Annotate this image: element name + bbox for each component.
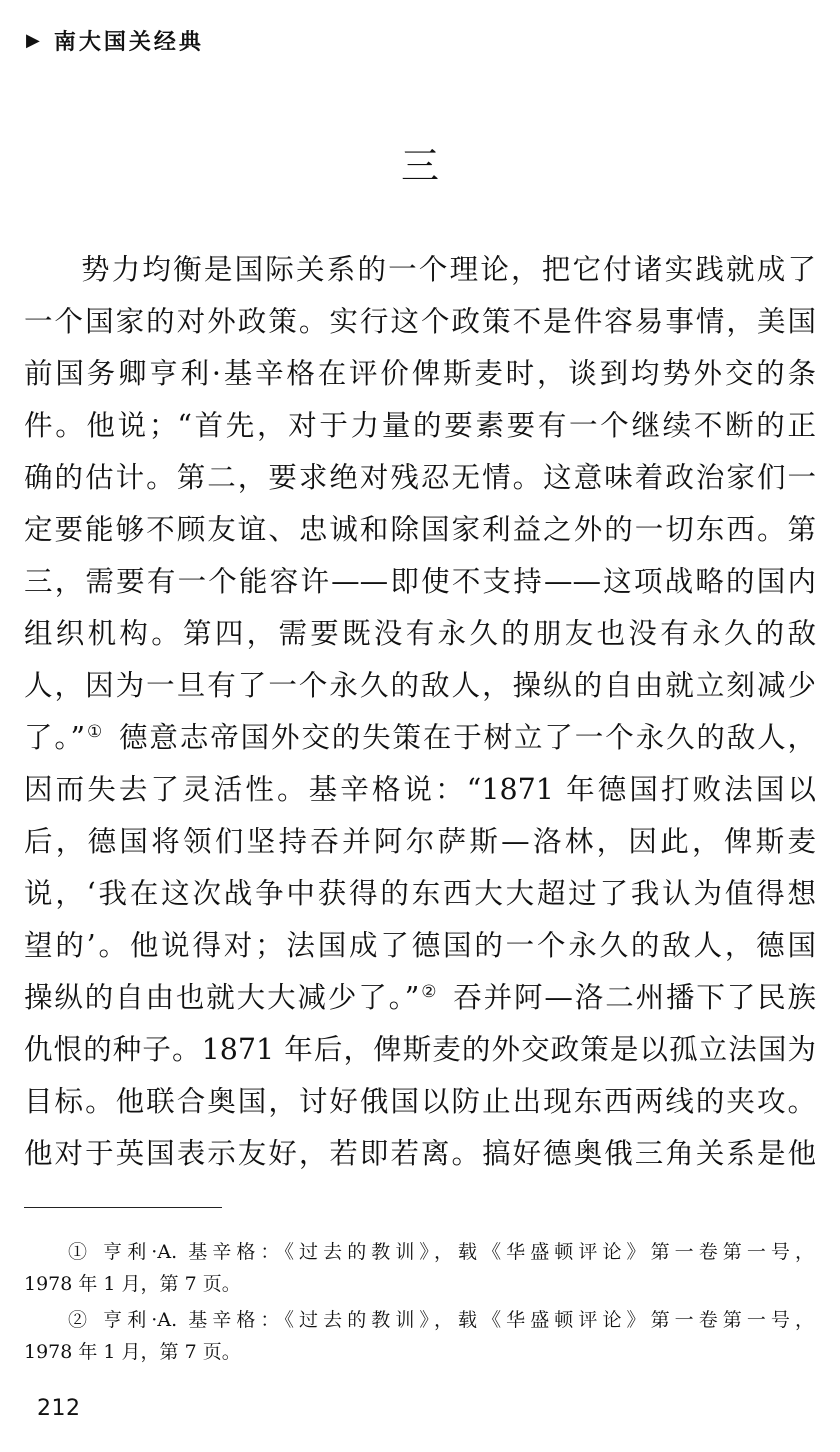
text-line: 后，德国将领们坚持吞并阿尔萨斯—洛林，因此，俾斯麦 xyxy=(24,825,816,858)
book-series-title: 南大国关经典 xyxy=(53,29,204,55)
page-number: 212 xyxy=(37,1396,81,1421)
text-line: 定要能够不顾友谊、忠诚和除国家利益之外的一切东西。第 xyxy=(24,513,816,546)
text-segment: 德意志帝国外交的失策在于树立了一个永久的敌人， xyxy=(108,721,816,754)
text-line-with-footnote-2 xyxy=(24,972,816,1024)
footnote-reference-2[interactable]: ② xyxy=(419,982,439,1002)
text-line: 仇恨的种子。1871 年后，俾斯麦的外交政策是以孤立法国为 xyxy=(24,1033,816,1066)
text-line: 人，因为一旦有了一个永久的敌人，操纵的自由就立刻减少 xyxy=(24,669,816,702)
text-line: 说，‘我在这次战争中获得的东西大大超过了我认为值得想 xyxy=(24,877,816,910)
text-line: 三，需要有一个能容许——即使不支持——这项战略的国内 xyxy=(24,565,816,598)
footnote-reference-1[interactable]: ① xyxy=(85,722,105,742)
footnote-text: ② 亨利·A. 基辛格：《过去的教训》，载《华盛顿评论》第一卷第一号， xyxy=(68,1309,814,1331)
text-line: 目标。他联合奥国，讨好俄国以防止出现东西两线的夹攻。 xyxy=(24,1085,816,1118)
text-line: 望的’。他说得对；法国成了德国的一个永久的敌人，德国 xyxy=(24,929,816,962)
footnote-2 xyxy=(24,1304,814,1368)
text-line: 一个国家的对外政策。实行这个政策不是件容易事情，美国 xyxy=(24,305,816,338)
footnote-text: 1978 年 1 月，第 7 页。 xyxy=(24,1341,241,1363)
text-line-with-footnote-1 xyxy=(24,712,816,764)
running-header xyxy=(26,24,204,56)
footnote-text: 1978 年 1 月，第 7 页。 xyxy=(24,1273,241,1295)
text-line: 组织机构。第四，需要既没有永久的朋友也没有永久的敌 xyxy=(24,617,816,650)
text-line: 确的估计。第二，要求绝对残忍无情。这意味着政治家们一 xyxy=(24,461,816,494)
text-line: 他对于英国表示友好，若即若离。搞好德奥俄三角关系是他 xyxy=(24,1137,816,1170)
text-line: 因而失去了灵活性。基辛格说：“1871 年德国打败法国以 xyxy=(24,773,816,806)
text-line: 势力均衡是国际关系的一个理论，把它付诸实践就成了 xyxy=(81,253,816,286)
triangle-marker-icon: ▶ xyxy=(26,29,40,51)
body-text xyxy=(24,244,816,1180)
text-segment: 了。” xyxy=(24,721,86,754)
footnote-text: ① 亨利·A. 基辛格：《过去的教训》，载《华盛顿评论》第一卷第一号， xyxy=(68,1241,814,1263)
text-segment: 吞并阿—洛二州播下了民族 xyxy=(442,981,816,1014)
text-line: 前国务卿亨利·基辛格在评价俾斯麦时，谈到均势外交的条 xyxy=(24,357,816,390)
footnote-divider xyxy=(24,1207,222,1208)
footnote-1 xyxy=(24,1236,814,1300)
text-line: 件。他说；“首先，对于力量的要素要有一个继续不断的正 xyxy=(24,409,816,442)
text-segment: 操纵的自由也就大大减少了。” xyxy=(24,981,420,1014)
footnotes xyxy=(24,1236,814,1368)
section-title: 三 xyxy=(400,144,439,188)
